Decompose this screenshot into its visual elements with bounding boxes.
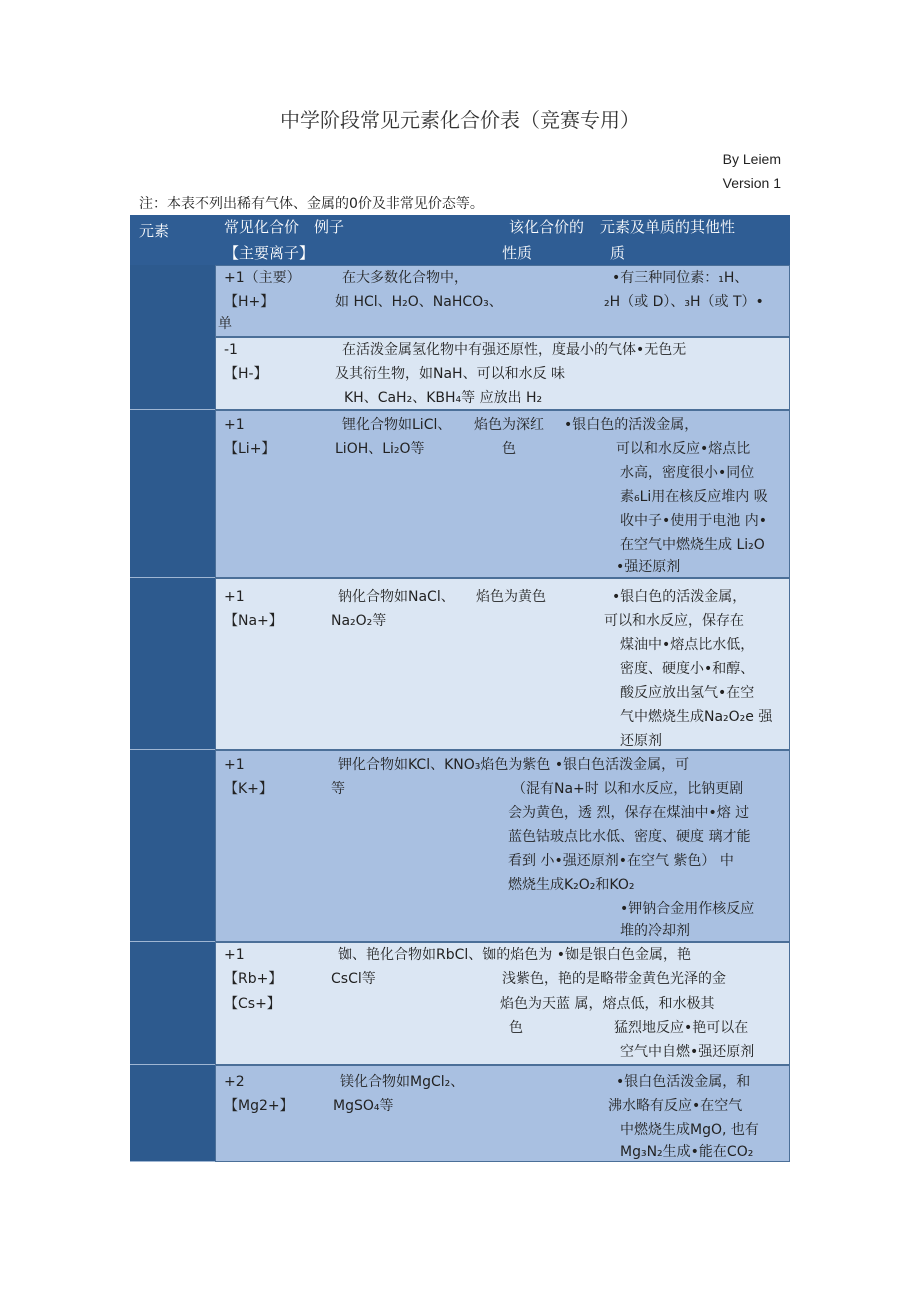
other-property-line: •有三种同位素：₁H、 [612, 270, 749, 286]
valence: -1 [224, 342, 238, 358]
valence: +1 [224, 417, 245, 433]
main-ion: 【Li+】 [224, 441, 276, 457]
example-line: 等 [331, 781, 345, 797]
valence-property: 焰色为黄色 [476, 589, 546, 605]
main-ion: 【Rb+】 [224, 971, 283, 987]
header-other-props-2: 质 [610, 244, 626, 262]
header-main-ions: 【主要离子】 [224, 244, 315, 262]
other-property-line: 煤油中•熔点比水低， [620, 637, 755, 653]
main-ion: 【Cs+】 [224, 996, 281, 1012]
main-ion: 【H+】 [224, 294, 275, 310]
other-property-line: 气中燃烧生成Na₂O₂e 强 [620, 709, 773, 725]
main-ion: 【K+】 [224, 781, 273, 797]
version: Version 1 [722, 175, 781, 191]
valence: +1（主要） [224, 270, 301, 286]
property-line: 堆的冷却剂 [620, 923, 690, 939]
header-valence: 常见化合价 [224, 218, 300, 236]
example-line: MgSO₄等 [333, 1098, 394, 1114]
element-cell-k [130, 750, 215, 942]
author: By Leiem [722, 151, 781, 167]
valence: +1 [224, 589, 245, 605]
table-row [215, 410, 790, 578]
table-row [215, 942, 790, 1065]
valence: +2 [224, 1074, 245, 1090]
example-line: 镁化合物如MgCl₂、 [340, 1074, 465, 1090]
other-property-line: 可以和水反应，保存在 [604, 613, 744, 629]
property-line: 空气中自燃•强还原剂 [620, 1044, 755, 1060]
table-row [215, 1065, 790, 1162]
table-header [130, 215, 790, 265]
valence-property: 焰色为深红 [474, 417, 544, 433]
header-other-props-1: 元素及单质的其他性 [600, 218, 736, 236]
note: 注：本表不列出稀有气体、金属的0价及非常见价态等。 [139, 196, 484, 212]
main-ion: 【H-】 [224, 366, 268, 382]
table-row [215, 578, 790, 750]
document-title: 中学阶段常见元素化合价表（竞赛专用） [280, 108, 640, 132]
other-property-line: 单 [218, 316, 232, 332]
other-property-line: •银白色活泼金属，和 [616, 1074, 751, 1090]
element-cell-na [130, 578, 215, 750]
other-property-line: Mg₃N₂生成•能在CO₂ [620, 1144, 754, 1160]
example-line: 铷、艳化合物如RbCl、铷的焰色为 •铷是银白色金属，艳 [338, 947, 691, 963]
property-line: 焰色为天蓝 属，熔点低，和水极其 [500, 996, 715, 1012]
other-property-line: 沸水略有反应•在空气 [608, 1098, 743, 1114]
header-valence-props-2: 性质 [502, 244, 533, 262]
other-property-line: 还原剂 [620, 733, 662, 749]
example-line: LiOH、Li₂O等 [335, 441, 425, 457]
valence: +1 [224, 757, 245, 773]
other-property-line: 密度、硬度小•和醇、 [620, 661, 755, 677]
property-line: 燃烧生成K₂O₂和KO₂ [508, 877, 635, 893]
property-line: （混有Na+时 以和水反应，比钠更剧 [512, 781, 744, 797]
property-line: 猛烈地反应•艳可以在 [614, 1020, 749, 1036]
other-property-line: 可以和水反应•熔点比 [616, 441, 751, 457]
byline [723, 147, 781, 195]
table-row [215, 337, 790, 410]
property-line: •钾钠合金用作核反应 [620, 901, 755, 917]
example-line: KH、CaH₂、KBH₄等 应放出 H₂ [344, 390, 543, 406]
element-cell-h [130, 265, 215, 410]
header-element: 元素 [139, 222, 170, 240]
table-row [215, 265, 790, 337]
property-line: 看到 小•强还原剂•在空气 紫色） 中 [508, 853, 734, 869]
property-line: 浅紫色，艳的是略带金黄色光泽的金 [502, 971, 726, 987]
example-line: CsCl等 [331, 971, 376, 987]
example-line: Na₂O₂等 [331, 613, 387, 629]
other-property-line: •银白色的活泼金属， [612, 589, 747, 605]
property-line: 蓝色钴玻点比水低、密度、硬度 璃才能 [508, 829, 751, 845]
valence: +1 [224, 947, 245, 963]
other-property-line: 中燃烧生成MgO, 也有 [620, 1122, 759, 1138]
other-property-line: •银白色的活泼金属， [564, 417, 699, 433]
example-line: 在大多数化合物中， [342, 270, 468, 286]
element-cell-li [130, 410, 215, 578]
property-line: 会为黄色，透 烈，保存在煤油中•熔 过 [508, 805, 750, 821]
example-line: 及其衍生物，如NaH、可以和水反 味 [335, 366, 566, 382]
element-cell-rb-cs [130, 942, 215, 1065]
property-line: 色 [509, 1020, 523, 1036]
example-line: 钾化合物如KCl、KNO₃焰色为紫色 •银白色活泼金属，可 [338, 757, 690, 773]
element-cell-mg [130, 1065, 215, 1162]
other-property-line: 在空气中燃烧生成 Li₂O [620, 537, 765, 553]
table-row [215, 750, 790, 942]
header-example: 例子 [314, 218, 345, 236]
other-property-line: ₂H（或 D）、₃H（或 T）• [604, 294, 764, 310]
valence-property: 色 [502, 441, 516, 457]
other-property-line: •强还原剂 [616, 559, 681, 575]
example-line: 在活泼金属氢化物中有强还原性，度最小的气体•无色无 [342, 342, 687, 358]
example-line: 钠化合物如NaCl、 [338, 589, 455, 605]
main-ion: 【Mg2+】 [224, 1098, 294, 1114]
example-line: 锂化合物如LiCl、 [342, 417, 452, 433]
header-valence-props-1: 该化合价的 [509, 218, 585, 236]
example-line: 如 HCl、H₂O、NaHCO₃、 [335, 294, 503, 310]
other-property-line: 素₆Li用在核反应堆内 吸 [620, 489, 768, 505]
other-property-line: 酸反应放出氢气•在空 [620, 685, 755, 701]
other-property-line: 收中子•使用于电池 内• [620, 513, 767, 529]
other-property-line: 水高，密度很小•同位 [620, 465, 755, 481]
main-ion: 【Na+】 [224, 613, 283, 629]
